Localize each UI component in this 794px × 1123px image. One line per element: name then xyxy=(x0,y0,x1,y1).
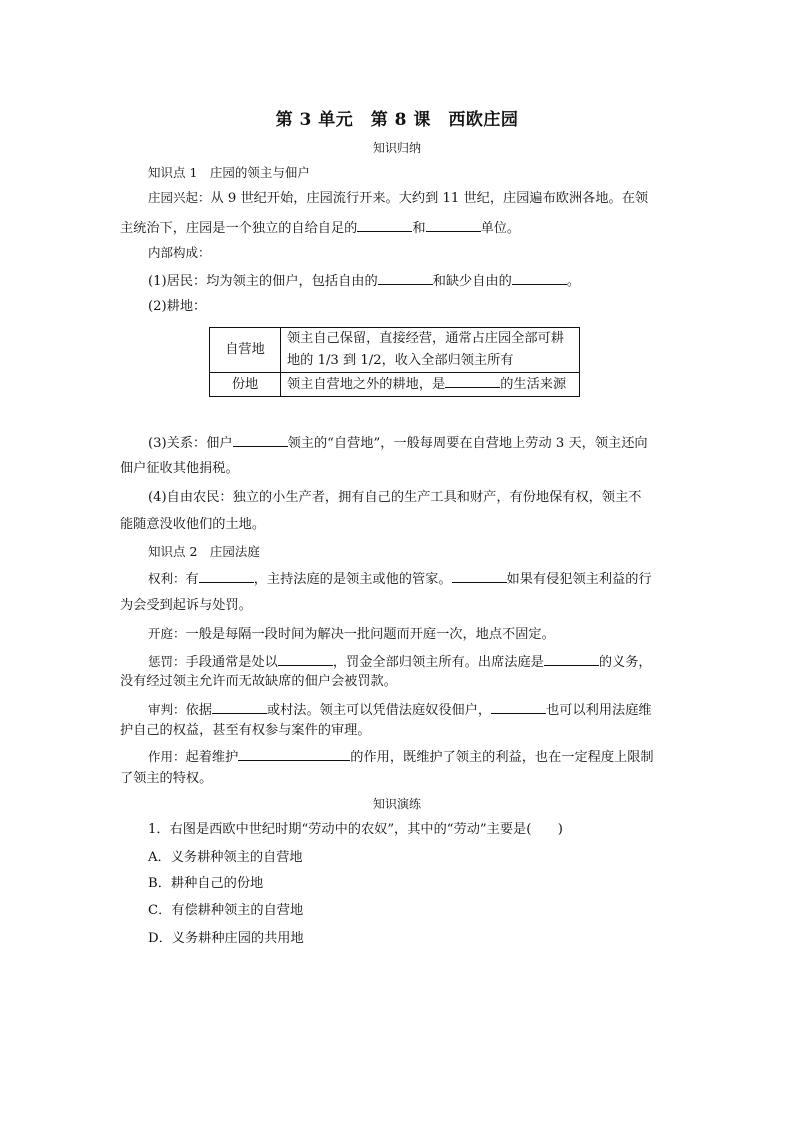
open-label: 开庭： xyxy=(148,626,186,641)
question-stem: 1．右图是西欧中世纪时期“劳动中的农奴”，其中的“劳动”主要是( ) xyxy=(148,822,563,837)
question-option-c[interactable]: C．有偿耕种领主的自营地 xyxy=(148,903,304,918)
section-heading-practice: 知识演练 xyxy=(372,797,421,811)
free-farmer-line2: 能随意没收他们的土地。 xyxy=(120,517,266,532)
blank xyxy=(491,699,546,714)
table-cell-own-land xyxy=(210,328,281,373)
blank xyxy=(357,217,412,232)
rise-text-b3: 单位。 xyxy=(480,221,521,236)
effect-a2: 的作用，既维护了领主的利益，也在一定程度上限制 xyxy=(350,750,654,765)
section-heading-summary: 知识归纳 xyxy=(372,141,421,155)
share-land-desc-a: 领主自营地之外的耕地，是 xyxy=(287,377,446,392)
punish-a3: 的义务， xyxy=(598,655,652,670)
effect-line1 xyxy=(148,746,708,768)
resident-c: 。 xyxy=(566,274,580,289)
blank xyxy=(212,699,267,714)
right-label: 权利： xyxy=(148,571,186,586)
blank xyxy=(233,432,288,447)
table-cell-share-land xyxy=(210,373,281,397)
right-a2: ，主持法庭的是领主或他的管家。 xyxy=(253,572,452,587)
kp2-heading: 知识点 2 庄园法庭 xyxy=(148,544,260,559)
right-line1 xyxy=(148,568,708,590)
kp1-rise-line2 xyxy=(120,217,680,239)
internal-label: 内部构成： xyxy=(148,245,211,260)
rise-text-a: 从 9 世纪开始，庄园流行开来。大约到 11 世纪，庄园遍布欧洲各地。在领 xyxy=(210,191,649,206)
judge-label: 审判： xyxy=(148,702,186,717)
resident-line xyxy=(148,270,708,292)
resident-a: (1)居民：均为领主的佃户，包括自由的 xyxy=(148,274,378,289)
table-row xyxy=(210,373,580,397)
free-farmer-line1: (4)自由农民：独立的小生产者，拥有自己的生产工具和财产，有份地保有权，领主不 xyxy=(148,490,642,505)
punish-line1 xyxy=(148,651,708,673)
farmland-table xyxy=(209,327,580,397)
punish-a1: 手段通常是处以 xyxy=(185,655,278,670)
punish-label: 惩罚： xyxy=(148,654,186,669)
farmland-label: (2)耕地： xyxy=(148,299,207,314)
relation-a1: (3)关系：佃户 xyxy=(148,436,233,451)
question-option-b[interactable]: B．耕种自己的份地 xyxy=(148,876,264,891)
punish-a2: ，罚金全部归领主所有。出席法庭是 xyxy=(332,655,544,670)
judge-line1 xyxy=(148,699,708,721)
rise-label: 庄园兴起： xyxy=(148,190,211,205)
judge-line2: 护自己的权益，甚至有权参与案件的审理。 xyxy=(120,723,371,738)
share-land-desc-b: 的生活来源 xyxy=(500,377,567,392)
open-text: 一般是每隔一段时间为解决一批问题而开庭一次，地点不固定。 xyxy=(185,627,555,642)
relation-line1 xyxy=(148,432,708,454)
own-land-desc-a: 领主自己保留，直接经营，通常占庄园全部可耕 xyxy=(287,331,564,346)
share-land-label: 份地 xyxy=(231,376,259,392)
rise-text-b2: 和 xyxy=(412,221,426,236)
blank xyxy=(238,746,350,761)
open-line xyxy=(148,624,708,645)
question-option-d[interactable]: D．义务耕种庄园的共用地 xyxy=(148,931,304,946)
blank xyxy=(278,651,333,666)
judge-a1: 依据 xyxy=(185,703,212,718)
effect-line2: 了领主的特权。 xyxy=(120,771,213,786)
own-land-desc-b: 地的 1/3 到 1/2，收入全部归领主所有 xyxy=(287,353,514,368)
judge-a3: 也可以利用法庭维 xyxy=(546,703,652,718)
blank xyxy=(452,568,507,583)
resident-b: 和缺少自由的 xyxy=(432,274,512,289)
question-option-a[interactable]: A．义务耕种领主的自营地 xyxy=(148,850,303,865)
judge-a2: 或村法。领主可以凭借法庭奴役佃户， xyxy=(266,703,492,718)
blank xyxy=(199,568,254,583)
blank xyxy=(378,270,433,285)
punish-line2: 没有经过领主允许而无故缺席的佃户会被罚款。 xyxy=(120,674,397,689)
right-a1: 有 xyxy=(185,572,199,587)
kp1-rise-line1 xyxy=(148,188,708,209)
effect-a1: 起着维护 xyxy=(185,750,239,765)
blank xyxy=(544,651,599,666)
kp1-heading: 知识点 1 庄园的领主与佃户 xyxy=(148,165,310,180)
table-cell-own-land-desc xyxy=(281,328,580,373)
table-cell-share-land-desc xyxy=(281,373,580,397)
right-a3: 如果有侵犯领主利益的行 xyxy=(506,572,652,587)
right-line2: 为会受到起诉与处罚。 xyxy=(120,598,252,613)
rise-text-b1: 主统治下，庄园是一个独立的自给自足的 xyxy=(120,221,358,236)
table-row xyxy=(210,328,580,373)
relation-a2: 领主的“自营地”，一般每周要在自营地上劳动 3 天，领主还向 xyxy=(287,436,648,451)
blank xyxy=(445,373,500,388)
relation-line2: 佃户征收其他捐税。 xyxy=(120,461,239,476)
page-title: 第 3 单元 第 8 课 西欧庄园 xyxy=(275,110,519,130)
blank xyxy=(426,217,481,232)
own-land-label: 自营地 xyxy=(225,342,265,357)
effect-label: 作用： xyxy=(148,749,186,764)
blank xyxy=(512,270,567,285)
